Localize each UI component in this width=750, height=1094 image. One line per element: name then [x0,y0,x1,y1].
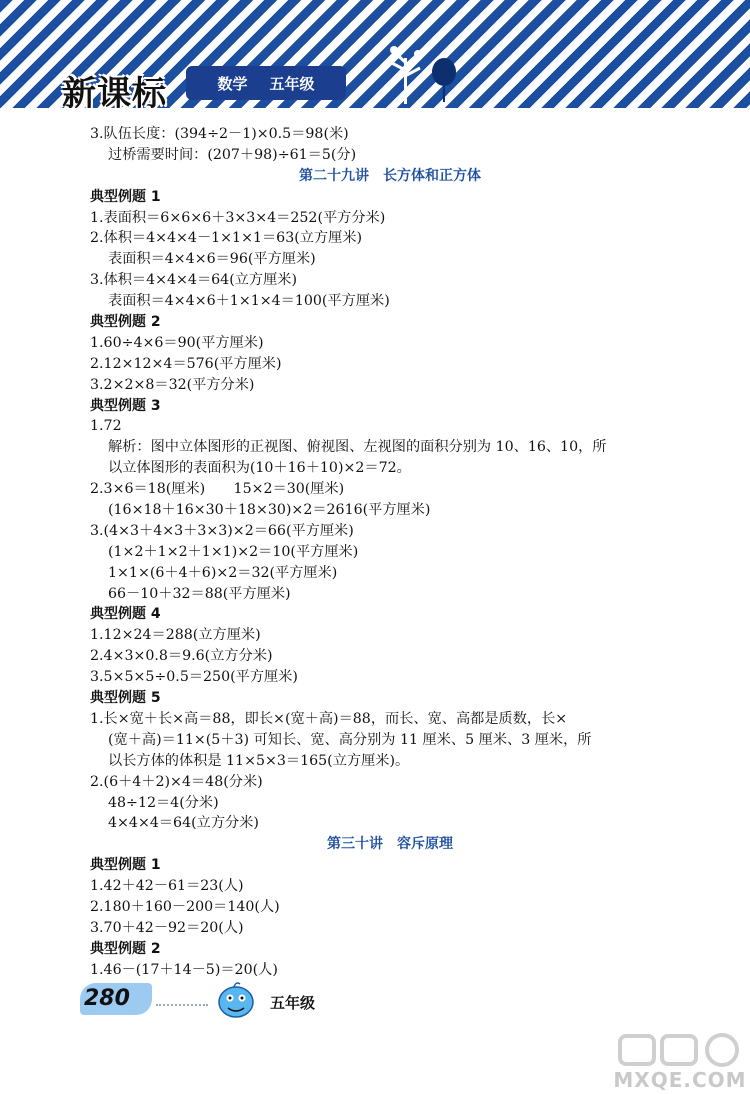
answer-line: 2.12×12×4＝576(平方厘米) [90,355,282,372]
answer-line: (16×18＋16×30＋18×30)×2＝2616(平方厘米) [108,502,431,519]
answer-line: 66－10＋32＝88(平方厘米) [108,585,291,602]
header-banner [0,0,750,108]
answer-line: 表面积＝4×4×6＝96(平方厘米) [108,251,316,268]
answer-line: 3.体积＝4×4×4＝64(立方厘米) [90,272,298,289]
answer-line: 3.(4×3＋4×3＋3×3)×2＝66(平方厘米) [90,522,354,539]
answer-line: 1×1×(6＋4＋6)×2＝32(平方厘米) [108,564,338,581]
answer-line: 3.5×5×5÷0.5＝250(平方厘米) [90,669,298,686]
answer-line: 1.46－(17＋14－5)＝20(人) [90,961,278,978]
answer-line: 以立体图形的表面积为(10＋16＋10)×2＝72。 [108,460,411,477]
example-heading: 典型例题 4 [90,606,161,623]
section-heading: 第二十九讲 长方体和正方体 [299,167,481,184]
example-heading: 典型例题 2 [90,314,161,331]
watermark-text: MXQE.COM [613,1068,747,1092]
answer-line: 4×4×4＝64(立方分米) [108,815,259,832]
answer-line: (1×2＋1×2＋1×1)×2＝10(平方厘米) [108,543,359,560]
answer-line: 1.表面积＝6×6×6＋3×3×4＝252(平方分米) [90,209,386,226]
answer-line: 1.42＋42－61＝23(人) [90,878,244,895]
example-heading: 典型例题 1 [90,857,161,874]
subject-grade-pill [186,66,346,100]
answer-line: 2.3×6＝18(厘米) 15×2＝30(厘米) [90,481,345,498]
grade-label: 五年级 [269,74,315,93]
example-heading: 典型例题 2 [90,940,161,957]
answer-line: 48÷12＝4(分米) [108,794,219,811]
footer-divider [156,1004,208,1008]
section-heading: 第三十讲 容斥原理 [327,836,453,853]
answer-line: 1.长×宽＋长×高＝88，即长×(宽＋高)＝88，而长、宽、高都是质数，长× [90,710,568,727]
mascot-icon [214,978,258,1022]
answer-content [90,124,690,981]
answer-line: 过桥需要时间：(207＋98)÷61＝5(分) [108,146,357,163]
answer-line: 2.体积＝4×4×4－1×1×1＝63(立方厘米) [90,230,363,247]
answer-line: 1.72 [90,418,122,435]
tree-icon [382,40,462,104]
answer-line: 解析：图中立体图形的正视图、俯视图、左视图的面积分别为 10、16、10，所 [108,439,607,456]
answer-line: 2.(6＋4＋2)×4＝48(分米) [90,773,263,790]
answer-line: (宽＋高)＝11×(5＋3) 可知长、宽、高分别为 11 厘米、5 厘米、3 厘米，所 [108,731,592,748]
answer-line: 1.60÷4×6＝90(平方厘米) [90,334,264,351]
watermark-logo-icon [616,1032,744,1068]
answer-line: 2.4×3×0.8＝9.6(立方分米) [90,648,273,665]
answer-line: 以长方体的体积是 11×5×3＝165(立方厘米)。 [108,752,410,769]
watermark [610,1032,750,1094]
answer-line: 表面积＝4×4×6＋1×1×4＝100(平方厘米) [108,293,390,310]
page-number: 280 [84,986,130,1011]
footer-grade: 五年级 [270,994,316,1012]
example-heading: 典型例题 1 [90,188,161,205]
example-heading: 典型例题 3 [90,397,161,414]
answer-line: 3.70＋42－92＝20(人) [90,919,244,936]
answer-line: 3.2×2×8＝32(平方分米) [90,376,255,393]
answer-line: 1.12×24＝288(立方厘米) [90,627,261,644]
subject-label: 数学 [217,74,248,93]
answer-line: 2.180＋160－200＝140(人) [90,898,280,915]
answer-line: 3.队伍长度：(394÷2－1)×0.5＝98(米) [90,126,349,142]
series-title: 新课标 [62,74,167,108]
example-heading: 典型例题 5 [90,690,161,707]
